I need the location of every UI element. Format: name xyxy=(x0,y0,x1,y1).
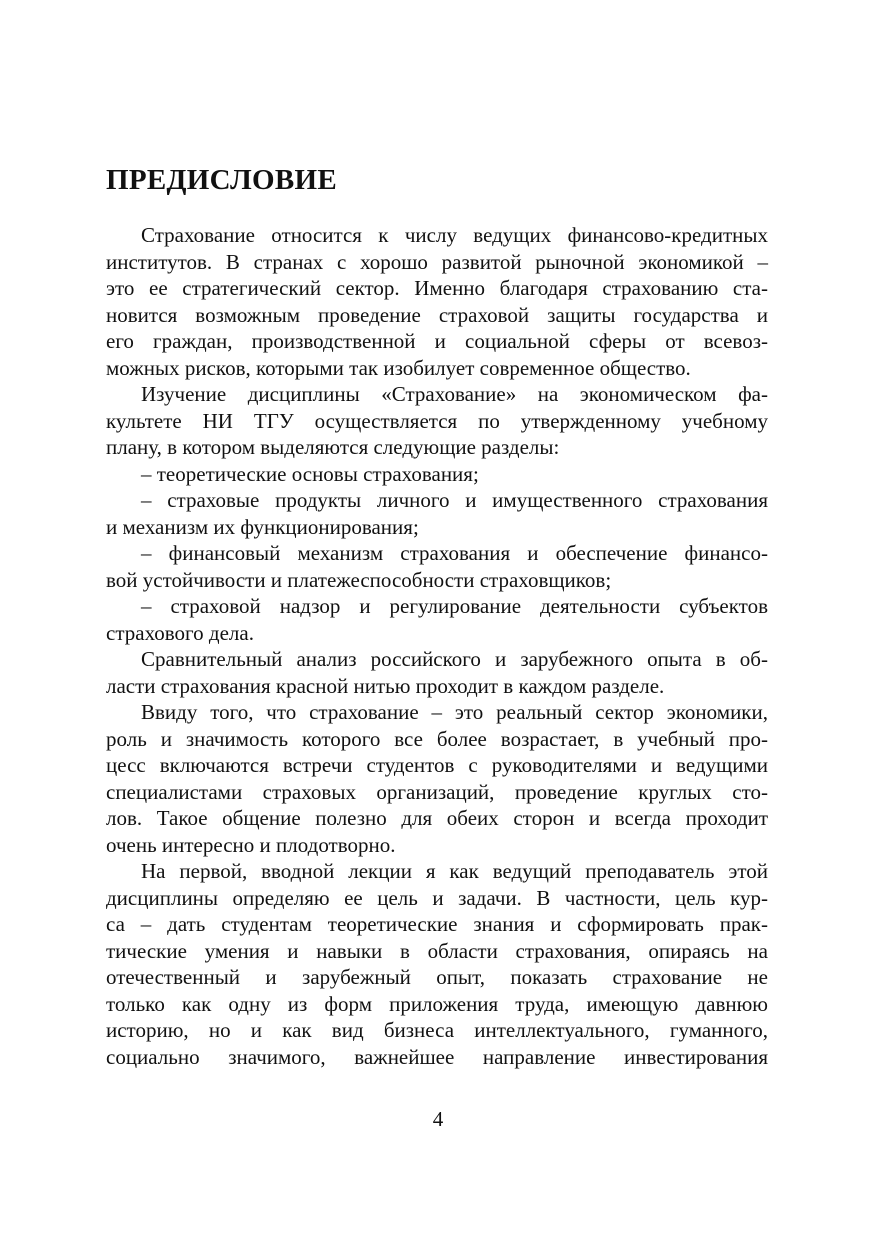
text-line: Страхование относится к числу ведущих финансово-кредитных xyxy=(141,223,768,247)
text-line: Изучение дисциплины «Страхование» на экономическом фа- xyxy=(141,382,768,406)
text-line: – теоретические основы страхования; xyxy=(141,461,479,486)
text-line: вой устойчивости и платежеспособности страховщиков; xyxy=(106,567,612,592)
text-line: и механизм их функционирования; xyxy=(106,514,419,539)
text-line: – страховые продукты личного и имущественного страхования xyxy=(141,488,768,512)
text-line: культете НИ ТГУ осуществляется по утвержденному учебному xyxy=(106,408,768,433)
body-text xyxy=(106,222,768,1070)
text-line: плану, в котором выделяются следующие разделы: xyxy=(106,435,560,459)
text-line: лов. Такое общение полезно для обеих сторон и всегда проходит xyxy=(106,806,768,830)
text-line: Ввиду того, что страхование – это реальный сектор экономики, xyxy=(141,700,768,724)
text-line: новится возможным проведение страховой защиты государства и xyxy=(106,302,768,327)
text-line: только как одну из форм приложения труда, имеющую давнюю xyxy=(106,991,768,1016)
text-line: можных рисков, которыми так изобилует современное общество. xyxy=(106,355,691,380)
text-line: историю, но и как вид бизнеса интеллектуального, гуманного, xyxy=(106,1018,768,1042)
text-line: страхового дела. xyxy=(106,620,254,645)
text-line: дисциплины определяю ее цель и задачи. В частности, цель кур- xyxy=(106,885,768,910)
text-line: очень интересно и плодотворно. xyxy=(106,832,396,857)
text-line: цесс включаются встречи студентов с руководителями и ведущими xyxy=(106,753,768,777)
text-line: его граждан, производственной и социальной сферы от всевоз- xyxy=(106,329,768,353)
text-line: социально значимого, важнейшее направление инвестирования xyxy=(106,1044,768,1069)
text-line: – страховой надзор и регулирование деятельности субъектов xyxy=(141,594,768,618)
text-line: – финансовый механизм страхования и обеспечение финансо- xyxy=(141,541,768,565)
text-line: са – дать студентам теоретические знания и сформировать прак- xyxy=(106,912,768,936)
text-line: это ее стратегический сектор. Именно благодаря страхованию ста- xyxy=(106,276,768,300)
page-number: 4 xyxy=(432,1107,444,1131)
text-line: роль и значимость которого все более возрастает, в учебный про- xyxy=(106,726,768,751)
text-line: На первой, вводной лекции я как ведущий преподаватель этой xyxy=(141,859,768,883)
page-title: ПРЕДИСЛОВИЕ xyxy=(106,164,338,196)
text-line: специалистами страховых организаций, проведение круглых сто- xyxy=(106,779,768,804)
text-line: тические умения и навыки в области страхования, опираясь на xyxy=(106,938,768,963)
text-line: ласти страхования красной нитью проходит в каждом разделе. xyxy=(106,673,665,698)
text-line: Сравнительный анализ российского и зарубежного опыта в об- xyxy=(141,647,768,671)
text-line: институтов. В странах с хорошо развитой рыночной экономикой – xyxy=(106,249,768,274)
text-line: отечественный и зарубежный опыт, показать страхование не xyxy=(106,965,768,989)
